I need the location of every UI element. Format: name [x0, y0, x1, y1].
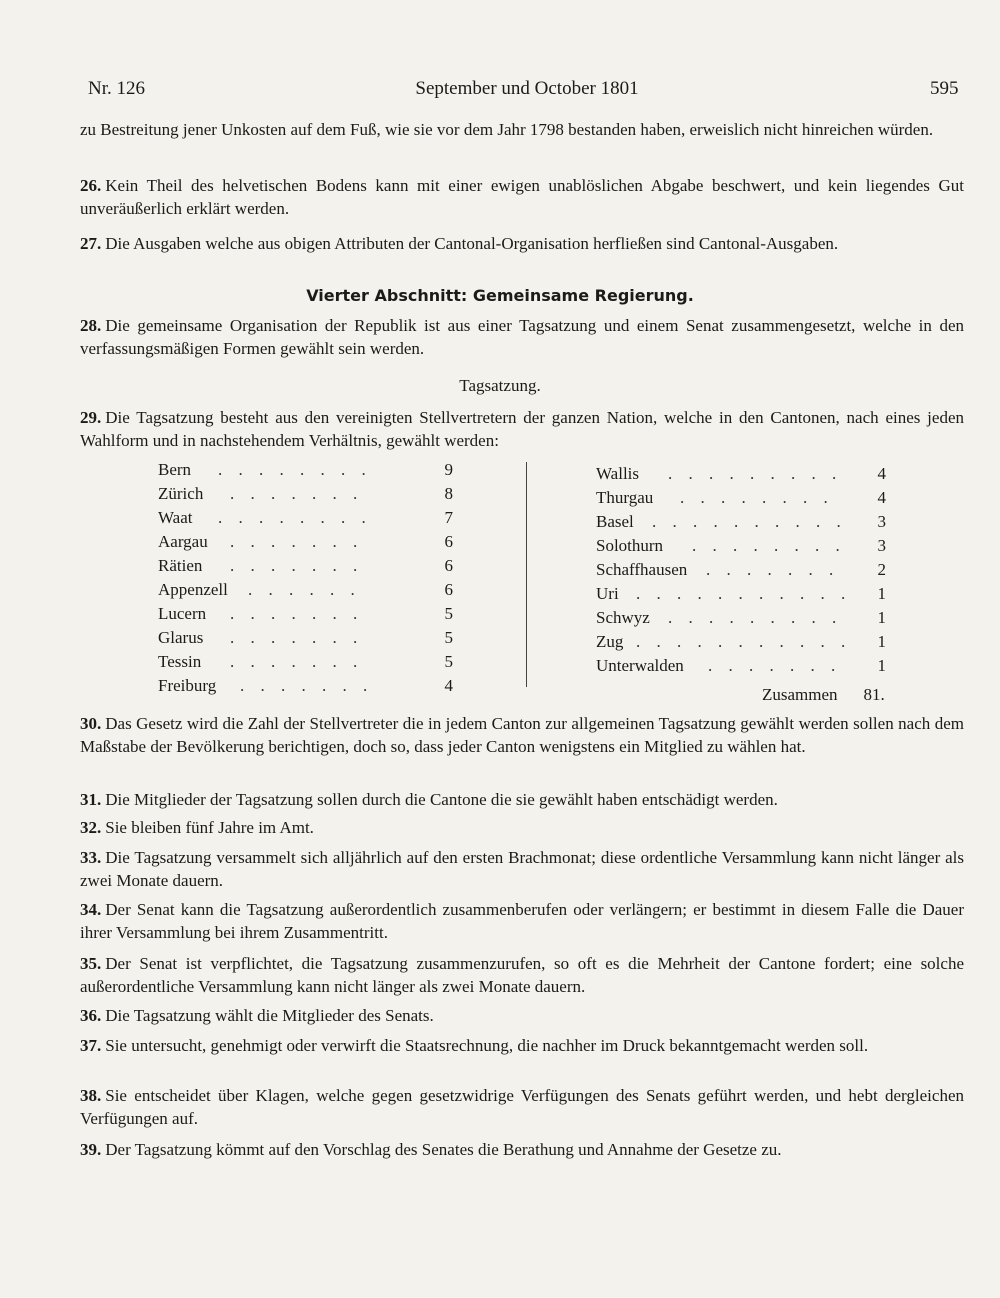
article-text: Kein Theil des helvetischen Bodens kann mit einer ewigen unablöslichen Abgabe beschwert, und kein liegendes Gut unveräußerlich erklärt werden.	[80, 176, 964, 218]
canton-name: Freiburg	[158, 676, 217, 695]
leader-dots: . . . . . .	[248, 580, 361, 599]
intro-paragraph: zu Bestreitung jener Unkosten auf dem Fuß, wie sie vor dem Jahr 1798 bestanden haben, erweislich nicht hinreichen würden.	[80, 120, 934, 139]
header-center: September und October 1801	[415, 78, 639, 99]
canton-value: 6	[444, 580, 453, 599]
table-row	[596, 606, 896, 630]
leader-dots: . . . . . . .	[230, 652, 364, 671]
article-number: 28.	[80, 316, 102, 335]
article-36	[80, 1004, 964, 1027]
table-total	[762, 685, 885, 705]
article-28	[80, 314, 964, 360]
leader-dots: . . . . . . .	[706, 560, 840, 579]
article-text: Die Ausgaben welche aus obigen Attributen der Cantonal-Organisation herfließen sind Cantonal-Ausgaben.	[105, 234, 839, 253]
canton-value: 1	[877, 608, 886, 627]
table-row	[596, 558, 896, 582]
header-left: Nr. 126	[88, 78, 145, 99]
article-text: Das Gesetz wird die Zahl der Stellvertreter die in jedem Canton zur allgemeinen Tagsatzung gewählt werden sollen nach dem Maßstabe der Bevölkerung berichtigen, doch so, dass jeder Canton wenigstens ein Mitglied zu wählen hat.	[80, 714, 964, 756]
leader-dots: . . . . . . . . . .	[652, 512, 847, 531]
table-row	[158, 674, 488, 698]
article-number: 27.	[80, 234, 102, 253]
canton-value: 1	[877, 656, 886, 675]
canton-value: 6	[444, 532, 453, 551]
canton-value: 3	[877, 512, 886, 531]
article-number: 39.	[80, 1140, 102, 1159]
article-37	[80, 1034, 964, 1057]
canton-name: Lucern	[158, 604, 207, 623]
canton-name: Unterwalden	[596, 656, 684, 675]
canton-value: 8	[444, 484, 453, 503]
canton-name: Schwyz	[596, 608, 650, 627]
article-text: Der Senat ist verpflichtet, die Tagsatzung zusammenzurufen, so oft es die Mehrheit der Cantone fordert; eine solche außerordentliche Versammlung kann nicht länger als zwei Monate dauern.	[80, 954, 964, 996]
leader-dots: . . . . . . .	[230, 484, 364, 503]
canton-name: Aargau	[158, 532, 208, 551]
table-row	[596, 630, 896, 654]
article-number: 30.	[80, 714, 102, 733]
article-26	[80, 174, 964, 220]
total-label: Zusammen	[762, 685, 838, 704]
leader-dots: . . . . . . . . .	[668, 464, 843, 483]
article-number: 38.	[80, 1086, 102, 1105]
canton-value: 2	[877, 560, 886, 579]
article-31	[80, 788, 964, 811]
article-text: Sie entscheidet über Klagen, welche gegen gesetzwidrige Verfügungen des Senats geführt werden, und hebt dergleichen Verfügungen auf.	[80, 1086, 964, 1128]
leader-dots: . . . . . . . .	[692, 536, 846, 555]
canton-name: Basel	[596, 512, 634, 531]
table-row	[596, 654, 896, 678]
leader-dots: . . . . . . . .	[680, 488, 834, 507]
canton-name: Schaffhausen	[596, 560, 688, 579]
canton-value: 9	[444, 460, 453, 479]
article-35	[80, 952, 964, 998]
article-number: 34.	[80, 900, 102, 919]
article-text: Sie bleiben fünf Jahre im Amt.	[105, 818, 314, 837]
leader-dots: . . . . . . . .	[218, 460, 372, 479]
canton-name: Bern	[158, 460, 192, 479]
leader-dots: . . . . . . . . . . .	[636, 632, 852, 651]
canton-name: Tessin	[158, 652, 202, 671]
canton-value: 4	[877, 488, 886, 507]
table-row	[158, 530, 488, 554]
table-row	[596, 510, 896, 534]
table-row	[596, 582, 896, 606]
article-text: Sie untersucht, genehmigt oder verwirft die Staatsrechnung, die nachher im Druck bekanntgemacht werden soll.	[105, 1036, 869, 1055]
table-row	[158, 458, 488, 482]
leader-dots: . . . . . . . .	[218, 508, 372, 527]
canton-value: 5	[444, 604, 453, 623]
table-row	[596, 534, 896, 558]
article-32	[80, 816, 964, 839]
article-38	[80, 1084, 964, 1130]
canton-value: 6	[444, 556, 453, 575]
article-number: 31.	[80, 790, 102, 809]
canton-value: 3	[877, 536, 886, 555]
table-row	[596, 486, 896, 510]
table-row	[158, 602, 488, 626]
canton-value: 1	[877, 584, 886, 603]
table-row	[596, 462, 896, 486]
canton-value: 5	[444, 652, 453, 671]
article-34	[80, 898, 964, 944]
table-row	[158, 650, 488, 674]
canton-name: Rätien	[158, 556, 203, 575]
column-divider	[526, 462, 527, 687]
article-number: 36.	[80, 1006, 102, 1025]
canton-value: 4	[444, 676, 453, 695]
leader-dots: . . . . . . . . .	[668, 608, 843, 627]
table-row	[158, 506, 488, 530]
total-value: 81.	[863, 685, 885, 704]
article-text: Die Tagsatzung besteht aus den vereinigten Stellvertretern der ganzen Nation, welche in den Cantonen, nach eines jeden Wahlform und in nachstehendem Verhältnis, gewählt werden:	[80, 408, 964, 450]
article-number: 37.	[80, 1036, 102, 1055]
canton-value: 7	[444, 508, 453, 527]
canton-name: Zürich	[158, 484, 204, 503]
leader-dots: . . . . . . . . . . .	[636, 584, 852, 603]
article-number: 26.	[80, 176, 102, 195]
table-row	[158, 554, 488, 578]
article-29	[80, 406, 964, 452]
section-title: Vierter Abschnitt: Gemeinsame Regierung.	[306, 286, 694, 305]
article-number: 33.	[80, 848, 102, 867]
article-33	[80, 846, 964, 892]
canton-name: Glarus	[158, 628, 204, 647]
leader-dots: . . . . . . .	[230, 556, 364, 575]
article-text: Die Mitglieder der Tagsatzung sollen durch die Cantone die sie gewählt haben entschädigt werden.	[105, 790, 778, 809]
article-text: Die gemeinsame Organisation der Republik ist aus einer Tagsatzung und einem Senat zusammengesetzt, welche in den verfassungsmäßigen Formen gewählt sein werden.	[80, 316, 964, 358]
article-number: 32.	[80, 818, 102, 837]
article-number: 35.	[80, 954, 102, 973]
leader-dots: . . . . . . .	[708, 656, 842, 675]
article-39	[80, 1138, 964, 1161]
article-text: Der Tagsatzung kömmt auf den Vorschlag des Senates die Berathung und Annahme der Gesetze zu.	[105, 1140, 782, 1159]
table-row	[158, 626, 488, 650]
canton-name: Zug	[596, 632, 624, 651]
canton-value: 5	[444, 628, 453, 647]
canton-name: Uri	[596, 584, 619, 603]
article-27	[80, 232, 964, 255]
leader-dots: . . . . . . .	[240, 676, 374, 695]
canton-name: Thurgau	[596, 488, 654, 507]
canton-name: Solothurn	[596, 536, 664, 555]
leader-dots: . . . . . . .	[230, 628, 364, 647]
article-text: Die Tagsatzung wählt die Mitglieder des Senats.	[105, 1006, 434, 1025]
page-number: 595	[930, 78, 959, 99]
article-number: 29.	[80, 408, 102, 427]
canton-value: 1	[877, 632, 886, 651]
table-row	[158, 578, 488, 602]
article-30	[80, 712, 964, 758]
table-row	[158, 482, 488, 506]
canton-name: Wallis	[596, 464, 640, 483]
subsection-title: Tagsatzung.	[459, 376, 541, 395]
canton-value: 4	[877, 464, 886, 483]
article-text: Die Tagsatzung versammelt sich alljährlich auf den ersten Brachmonat; diese ordentliche Versammlung kann nicht länger als zwei Monate dauern.	[80, 848, 964, 890]
article-text: Der Senat kann die Tagsatzung außerordentlich zusammenberufen oder verlängern; er bestimmt in diesem Falle die Dauer ihrer Versammlung bei ihrem Zusammentritt.	[80, 900, 964, 942]
leader-dots: . . . . . . .	[230, 604, 364, 623]
canton-name: Appenzell	[158, 580, 228, 599]
leader-dots: . . . . . . .	[230, 532, 364, 551]
canton-name: Waat	[158, 508, 193, 527]
